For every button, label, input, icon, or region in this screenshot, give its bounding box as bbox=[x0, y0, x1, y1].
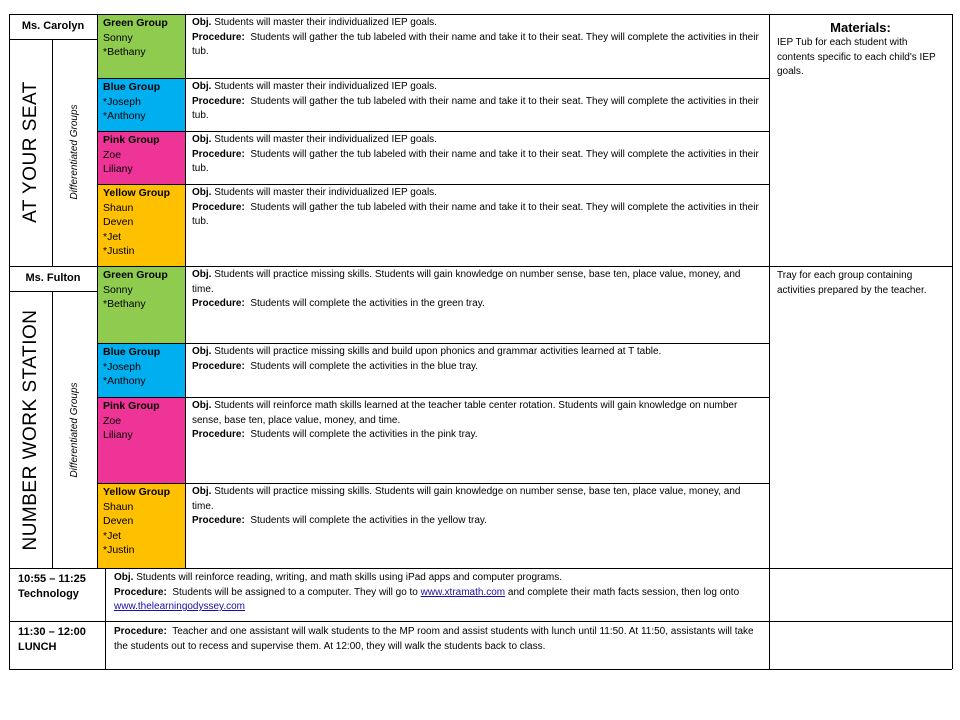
group-cell bbox=[97, 14, 185, 78]
materials-cell bbox=[769, 14, 952, 266]
group-member: *Justin bbox=[103, 245, 135, 257]
group-objective: Obj. Students will master their individualized IEP goals. Procedure: Students will gather the tub labeled with their name and take it to their seat. They will complete the activities in their tub. bbox=[192, 81, 759, 121]
group-objective: Obj. Students will master their individualized IEP goals. Procedure: Students will gather the tub labeled with their name and take it to their seat. They will complete the activities in their tub. bbox=[192, 134, 759, 174]
group-member: Zoe bbox=[103, 148, 122, 161]
group-objective: Obj. Students will reinforce math skills learned at the teacher table center rotation. Students will gain knowledge on number sense, base ten, place value, money, and time. Procedure: Students will complete the activities in the pink tray. bbox=[192, 400, 738, 440]
group-member: *Joseph bbox=[103, 95, 141, 108]
technology-details: Obj. Students will reinforce reading, writing, and math skills using iPad apps and computer programs. Procedure: Students will be assigned to a computer. They will go to www.xtramath.com and complete their math facts session, then log onto www.thelearningodyssey.com bbox=[114, 572, 740, 612]
station-title: AT YOUR SEAT bbox=[19, 81, 41, 223]
group-name: Yellow Group bbox=[103, 187, 171, 199]
group-member: *Bethany bbox=[103, 298, 146, 310]
group-objective: Obj. Students will master their individualized IEP goals. Procedure: Students will gather the tub labeled with their name and take it to their seat. They will complete the activities in their tub. bbox=[192, 17, 759, 57]
technology-time-cell bbox=[9, 568, 105, 621]
table-border bbox=[9, 14, 952, 15]
group-member: *Joseph bbox=[103, 360, 141, 373]
group-member: Deven bbox=[103, 515, 134, 527]
group-objective: Obj. Students will master their individualized IEP goals. Procedure: Students will gather the tub labeled with their name and take it to their seat. They will complete the activities in their tub. bbox=[192, 187, 759, 227]
technology-title: Technology bbox=[18, 588, 79, 600]
group-member: *Anthony bbox=[103, 110, 146, 122]
table-border bbox=[97, 483, 769, 484]
group-member: Deven bbox=[103, 216, 134, 228]
group-member: *Justin bbox=[103, 544, 135, 556]
group-name: Yellow Group bbox=[103, 486, 171, 498]
group-objective: Obj. Students will practice missing skills. Students will gain knowledge on number sense, base ten, place value, money, and time. Procedure: Students will complete the activities in the green tray. bbox=[192, 269, 741, 309]
group-name: Green Group bbox=[103, 17, 168, 29]
teacher-name-fulton: Ms. Fulton bbox=[25, 272, 81, 284]
learningodyssey-link[interactable]: www.thelearningodyssey.com bbox=[114, 601, 245, 612]
group-member: Zoe bbox=[103, 414, 122, 427]
lunch-details: Procedure: Teacher and one assistant will walk students to the MP room and assist students with lunch until 11:50. At 11:50, assistants will take the students out to recess and supervise them. At 12:00, they will walk the students back to class. bbox=[114, 626, 754, 652]
lunch-time-cell bbox=[9, 621, 105, 669]
table-border bbox=[52, 39, 53, 266]
table-border bbox=[97, 131, 769, 132]
table-border bbox=[9, 266, 952, 267]
group-member: *Jet bbox=[103, 230, 122, 243]
station-label-at-your-seat bbox=[9, 39, 52, 265]
group-cell bbox=[97, 266, 185, 343]
table-border bbox=[9, 621, 952, 622]
group-cell bbox=[97, 397, 185, 483]
table-border bbox=[97, 78, 769, 79]
group-objective: Obj. Students will practice missing skills. Students will gain knowledge on number sense, base ten, place value, money, and time. Procedure: Students will complete the activities in the yellow tray. bbox=[192, 486, 741, 526]
group-objective: Obj. Students will practice missing skills and build upon phonics and grammar activities learned at T table. Procedure: Students will complete the activities in the blue tray. bbox=[192, 346, 662, 372]
station-label-number-work bbox=[9, 291, 52, 568]
group-member: *Jet bbox=[103, 529, 122, 542]
group-cell bbox=[97, 131, 185, 184]
table-border bbox=[9, 669, 952, 670]
group-name: Pink Group bbox=[103, 400, 160, 412]
group-name: Green Group bbox=[103, 269, 168, 281]
teacher-name-carolyn: Ms. Carolyn bbox=[21, 20, 85, 32]
materials-title: Materials: bbox=[830, 20, 891, 35]
xtramath-link[interactable]: www.xtramath.com bbox=[420, 586, 506, 598]
group-cell bbox=[97, 343, 185, 397]
group-member: Sonny bbox=[103, 31, 133, 44]
group-name: Blue Group bbox=[103, 81, 161, 93]
materials-cell-2: Tray for each group containing activities prepared by the teacher. bbox=[777, 270, 927, 296]
lunch-title: LUNCH bbox=[18, 641, 57, 653]
technology-time: 10:55 – 11:25 bbox=[18, 573, 86, 585]
group-cell bbox=[97, 184, 185, 266]
table-border bbox=[769, 14, 770, 669]
differentiated-groups-label: Differentiated Groups bbox=[68, 381, 80, 478]
group-member: Shaun bbox=[103, 201, 134, 214]
table-border bbox=[9, 14, 10, 669]
table-border bbox=[97, 184, 769, 185]
table-border bbox=[97, 343, 769, 344]
table-border bbox=[185, 14, 186, 568]
group-member: Liliany bbox=[103, 429, 133, 441]
materials-text: IEP Tub for each student with contents specific to each child's IEP goals. bbox=[777, 37, 936, 77]
group-name: Pink Group bbox=[103, 134, 160, 146]
table-border bbox=[952, 14, 953, 669]
lunch-time: 11:30 – 12:00 bbox=[18, 626, 86, 638]
differentiated-groups-label: Differentiated Groups bbox=[68, 104, 80, 200]
group-cell bbox=[97, 483, 185, 568]
table-border bbox=[52, 291, 53, 568]
group-cell bbox=[97, 78, 185, 131]
table-border bbox=[9, 39, 97, 40]
station-title: NUMBER WORK STATION bbox=[19, 308, 41, 551]
table-border bbox=[9, 568, 952, 569]
table-border bbox=[97, 14, 98, 568]
group-member: Liliany bbox=[103, 163, 133, 175]
group-member: Shaun bbox=[103, 500, 134, 513]
group-member: *Anthony bbox=[103, 375, 146, 387]
table-border bbox=[9, 291, 97, 292]
group-name: Blue Group bbox=[103, 346, 161, 358]
table-border bbox=[105, 568, 106, 669]
table-border bbox=[97, 397, 769, 398]
group-member: Sonny bbox=[103, 283, 133, 296]
group-member: *Bethany bbox=[103, 46, 146, 58]
